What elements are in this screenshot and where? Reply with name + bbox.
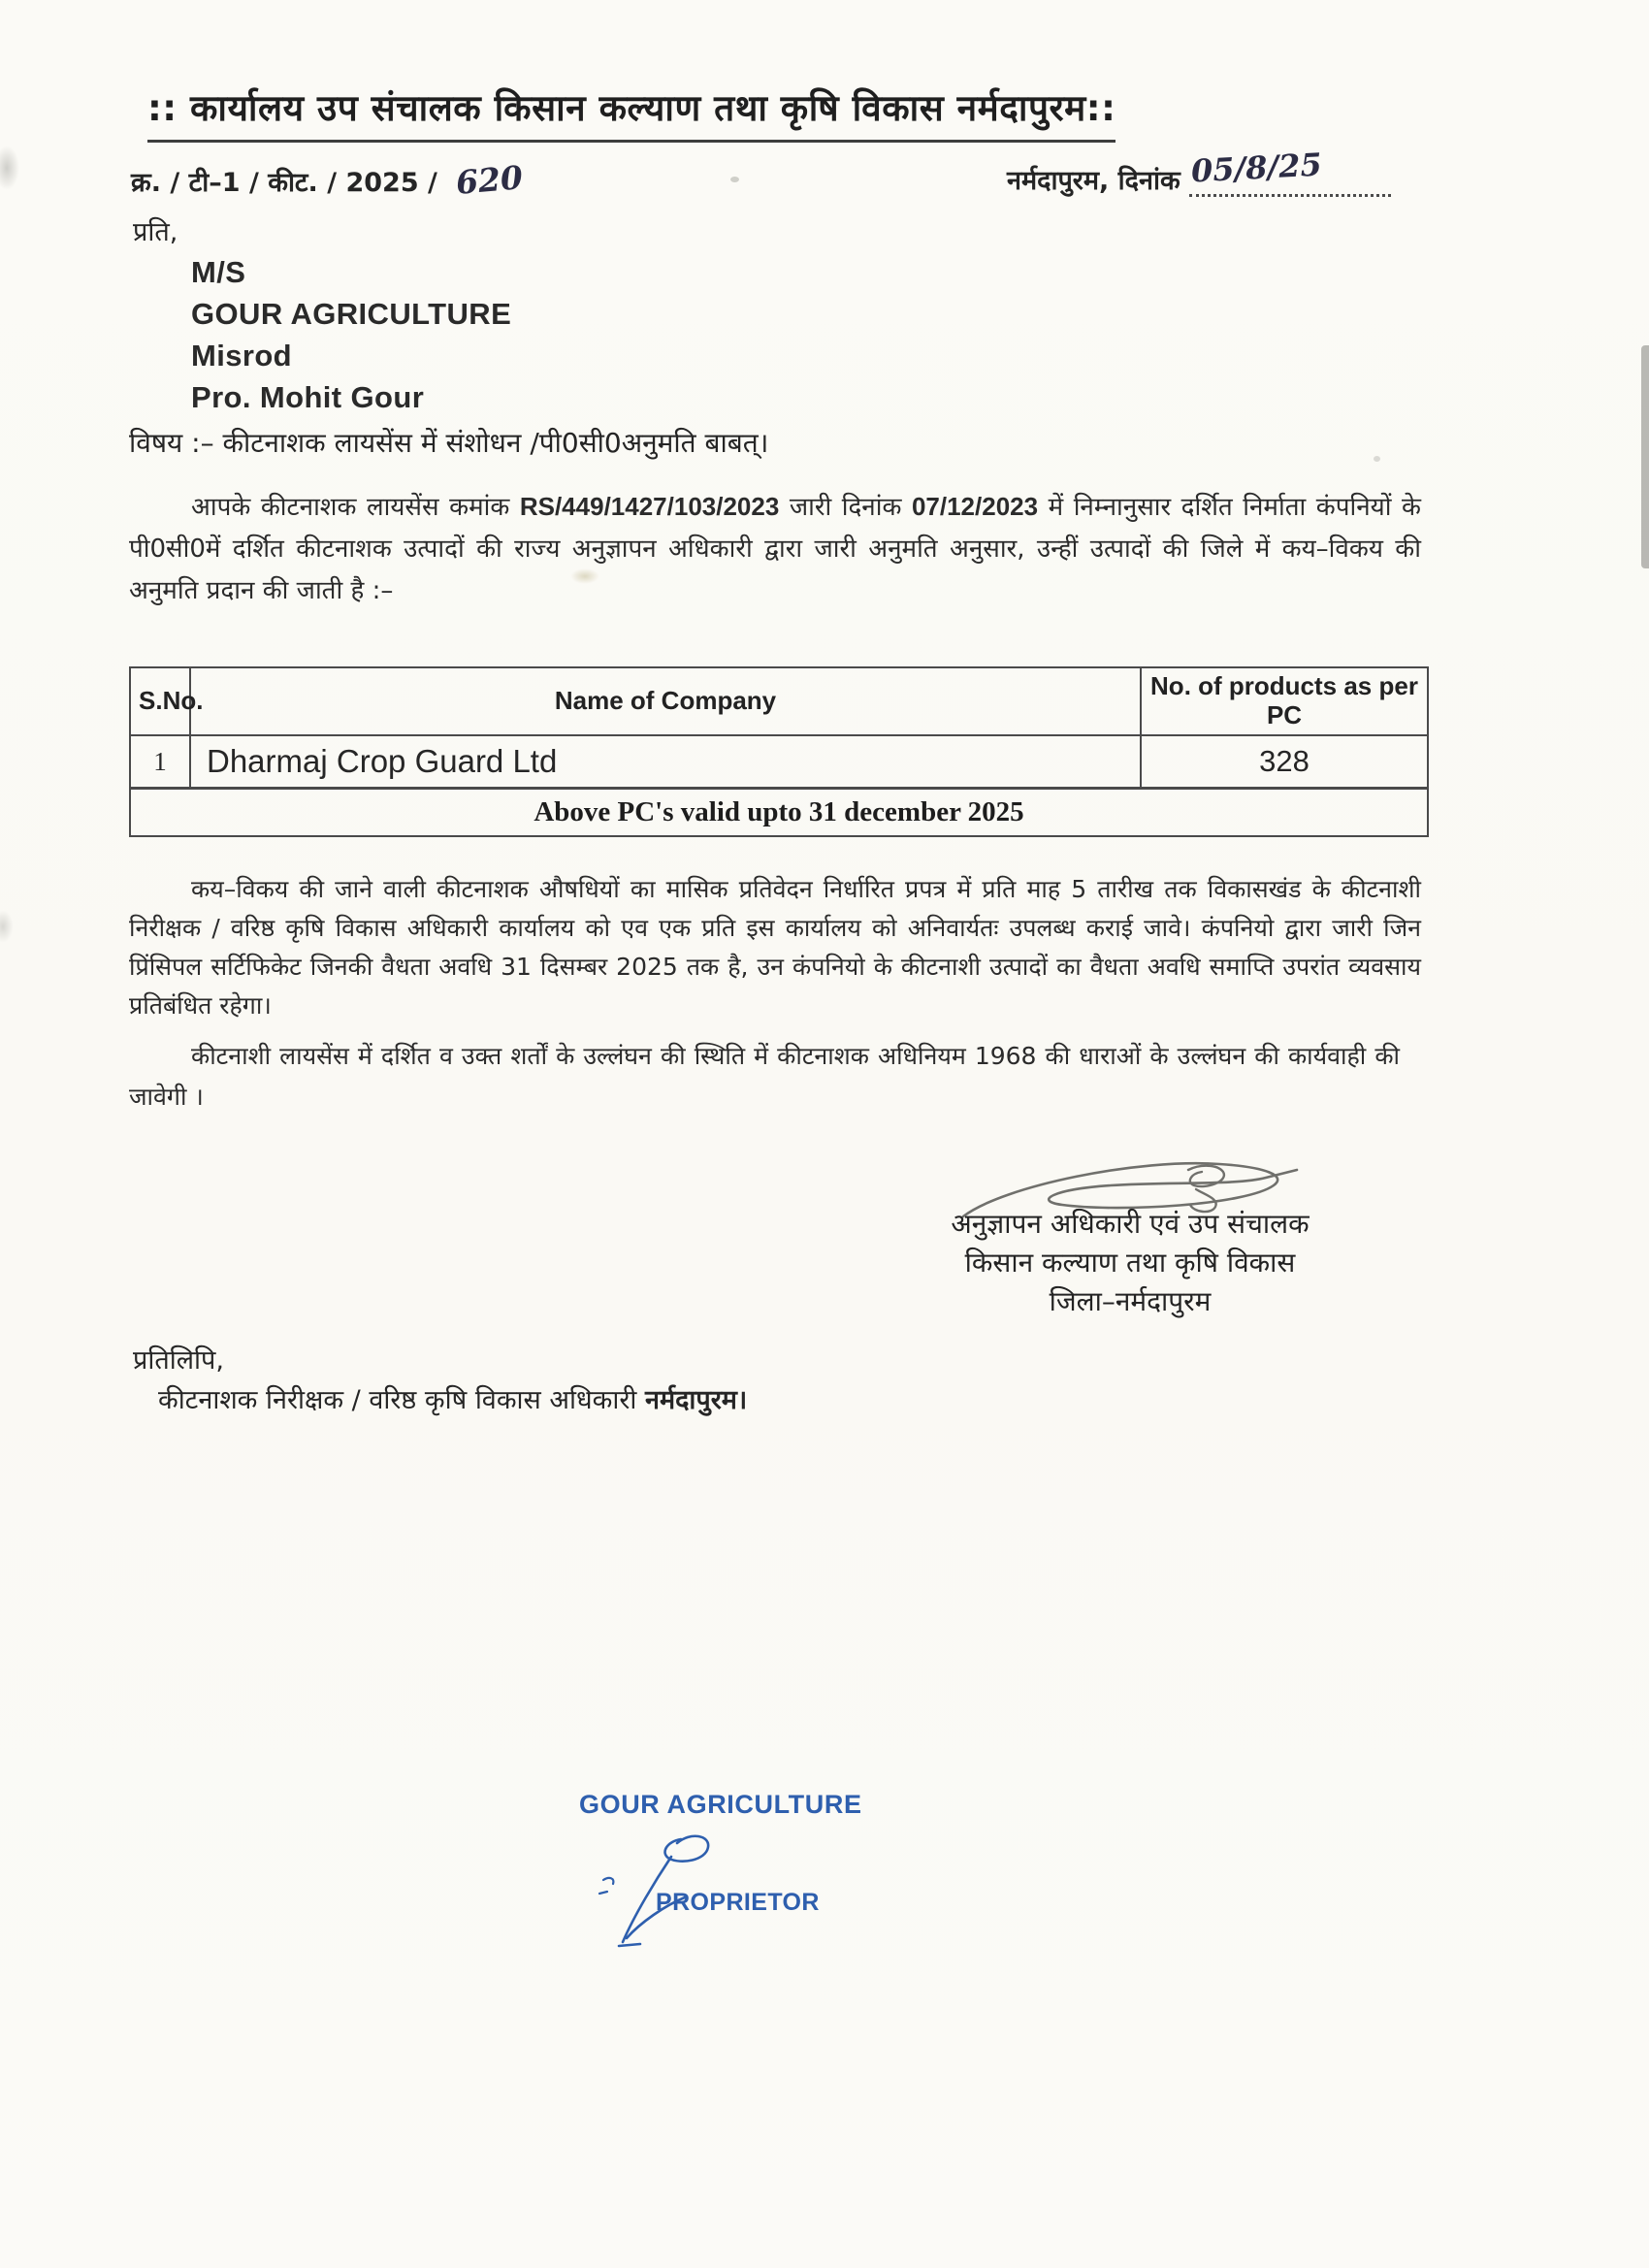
table-header-company: Name of Company: [190, 667, 1141, 735]
table-header-row: [130, 667, 1428, 735]
table-cell-products: 328: [1141, 735, 1428, 789]
pc-validity-note: Above PC's valid upto 31 december 2025: [129, 787, 1429, 837]
table-cell-sno: 1: [130, 735, 190, 789]
signatory-designation-line3: जिला–नर्मदापुरम: [1049, 1285, 1212, 1317]
copy-to-place: नर्मदापुरम।: [644, 1385, 748, 1415]
signatory-designation-block: [868, 1205, 1392, 1321]
table-header-sno: S.No.: [130, 667, 190, 735]
letterhead-title: :: कार्यालय उप संचालक किसान कल्याण तथा कृषि विकास नर्मदापुरम::: [147, 81, 1116, 143]
subject-line: विषय :– कीटनाशक लायसेंस में संशोधन /पी0सी0अनुमति बाबत्।: [129, 427, 769, 459]
body-paragraph-2: कय–विकय की जाने वाली कीटनाशक औषधियों का मासिक प्रतिवेदन निर्धारित प्रपत्र में प्रति माह 5 तारीख तक विकासखंड के कीटनाशी निरीक्षक / वरिष्ठ कृषि विकास अधिकारी कार्यालय को एव एक प्रति इस कार्यालय को अनिवार्यतः उपलब्ध कराई जावे। कंपनियो द्वारा जारी जिन प्रिंसिपल सर्टिफिकेट जिनकी वैधता अवधि 31 दिसम्बर 2025 तक है, उन कंपनियो के कीटनाशी उत्पादों का वैधता अवधि समाप्ति उपरांत व्यवसाय प्रतिबंधित रहेगा।: [129, 875, 1421, 1020]
scan-smudge: [0, 146, 19, 190]
body-paragraph-3: कीटनाशी लायसेंस में दर्शित व उक्त शर्तों के उल्लंघन की स्थिति में कीटनाशक अधिनियम 1968 की धाराओं के उल्लंघन की कार्यवाही की जावेगी ।: [129, 1042, 1400, 1111]
copy-to-text: कीटनाशक निरीक्षक / वरिष्ठ कृषि विकास अधिकारी: [158, 1385, 645, 1415]
reference-number-label: क्र. / टी–1 / कीट. / 2025 /: [131, 168, 437, 198]
table-header-products: No. of products as per PC: [1141, 667, 1428, 735]
addressee-line-firm: GOUR AGRICULTURE: [191, 297, 512, 331]
salutation: प्रति,: [133, 217, 178, 247]
signatory-designation-line1: अनुज्ञापन अधिकारी एवं उप संचालक: [951, 1208, 1310, 1240]
place-date-label: नर्मदापुरम, दिनांक: [1007, 166, 1180, 196]
addressee-line-proprietor: Pro. Mohit Gour: [191, 380, 425, 414]
copy-to-label: प्रतिलिपि,: [133, 1345, 224, 1376]
place-date-line: [1007, 146, 1391, 197]
license-number: RS/449/1427/103/2023: [519, 492, 780, 521]
scan-smudge: [0, 910, 14, 943]
date-dotted-line: [1189, 146, 1391, 197]
dealer-stamp-company: GOUR AGRICULTURE: [579, 1790, 862, 1819]
reference-number-handwritten: 620: [454, 158, 525, 202]
date-handwritten: 05/8/25: [1190, 146, 1323, 190]
scan-speck: [1374, 456, 1380, 462]
body-paragraph-1: [129, 486, 1421, 612]
addressee-block: [191, 251, 511, 418]
para1-text-1: आपके कीटनाशक लायसेंस कमांक: [191, 493, 520, 522]
copy-to-line: [158, 1380, 747, 1416]
para1-text-2: जारी दिनांक: [779, 493, 912, 522]
table-cell-company: Dharmaj Crop Guard Ltd: [190, 735, 1141, 789]
table-row: [130, 735, 1428, 789]
products-table: [129, 666, 1429, 790]
signatory-designation-line2: किसान कल्याण तथा कृषि विकास: [964, 1247, 1296, 1279]
addressee-line-place: Misrod: [191, 339, 293, 373]
scan-speck: [730, 177, 739, 182]
dealer-stamp-title: PROPRIETOR: [656, 1889, 820, 1916]
scan-edge-shadow: [1641, 345, 1649, 568]
reference-number-line: [131, 158, 525, 202]
para1-text-3: में निम्नानुसार दर्शित निर्माता कंपनियों के पी0सी0में दर्शित कीटनाशक उत्पादों की राज्य अनुज्ञापन अधिकारी द्वारा जारी अनुमति अनुसार, उन्हीं उत्पादों की जिले में कय–विकय की अनुमति प्रदान की जाती है :–: [129, 493, 1421, 605]
license-issue-date: 07/12/2023: [911, 492, 1039, 521]
addressee-line-ms: M/S: [191, 255, 246, 289]
